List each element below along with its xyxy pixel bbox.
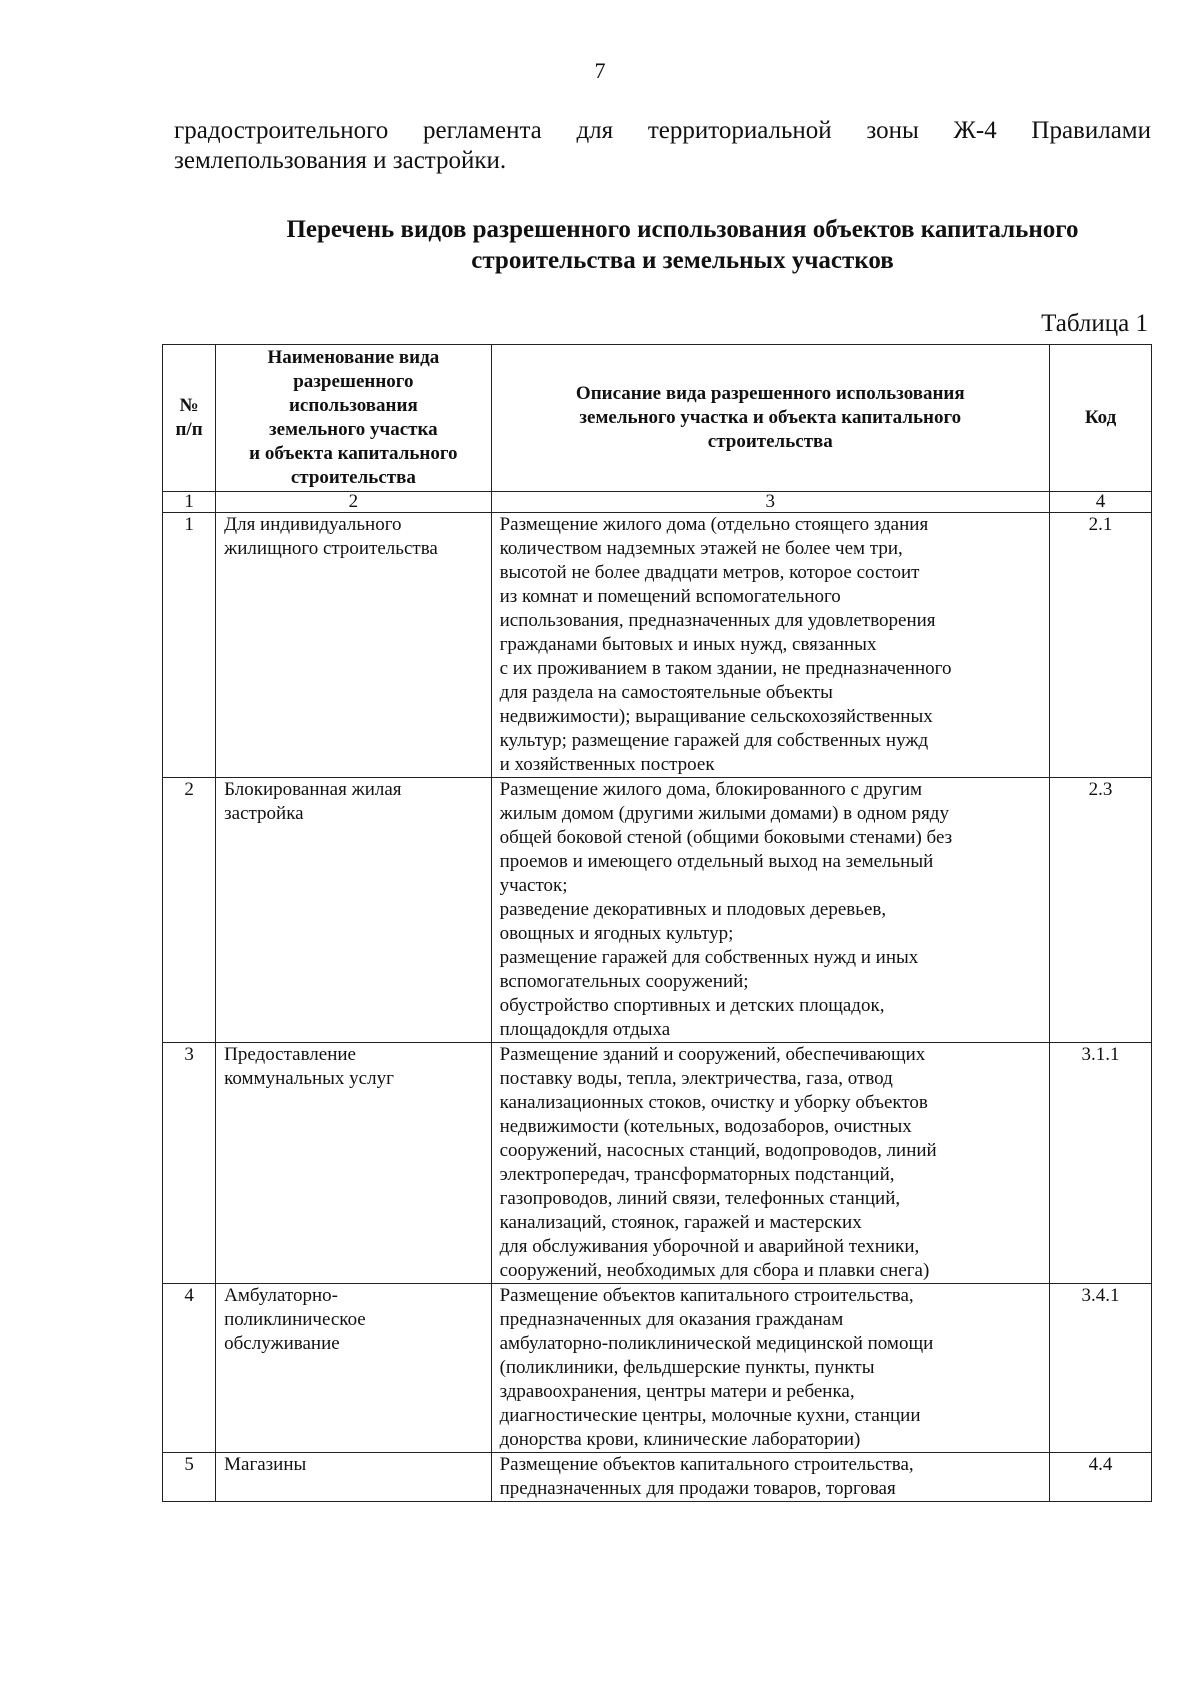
row-number: 2 [163,778,216,1043]
header-name [216,345,491,492]
table-header-row [163,345,1152,492]
description-line: здравоохранения, центры матери и ребенка, [499,1381,855,1402]
description-line: и хозяйственных построек [499,754,715,775]
description-line: Размещение объектов капитального строительства, [499,1285,914,1306]
use-description [491,1043,1049,1284]
description-line: обустройство спортивных и детских площадок, [499,995,885,1016]
table-row [163,513,1152,778]
description-line: из комнат и помещений вспомогательного [499,586,841,607]
header-line: разрешенного [293,371,414,392]
column-index: 4 [1050,492,1152,513]
use-name-line: Для индивидуального [224,514,402,535]
use-description [491,778,1049,1043]
table-row [163,778,1152,1043]
heading-line: Перечень видов разрешенного использования объектов капитального [286,216,1079,243]
use-code: 2.3 [1050,778,1152,1043]
header-line: № [179,395,199,416]
use-code: 3.1.1 [1050,1043,1152,1284]
table-row [163,1453,1152,1502]
use-description [491,1284,1049,1453]
column-index: 3 [491,492,1049,513]
description-line: высотой не более двадцати метров, которое состоит [499,562,920,583]
description-line: недвижимости); выращивание сельскохозяйственных [499,706,933,727]
row-number: 5 [163,1453,216,1502]
description-line: донорства крови, клинические лаборатории) [499,1429,861,1450]
description-line: сооружений, насосных станций, водопроводов, линий [499,1140,937,1161]
header-line: строительства [707,431,833,452]
use-name-line: Амбулаторно- [224,1285,338,1306]
header-line: Описание вида разрешенного использования [575,383,965,404]
header-line: Код [1084,407,1117,428]
description-line: Размещение жилого дома, блокированного с другим [499,779,923,800]
row-number: 4 [163,1284,216,1453]
header-line: земельного участка и объекта капитального [579,407,962,428]
header-line: строительства [290,467,416,488]
use-name-line: поликлиническое [224,1309,366,1330]
use-name [216,1284,491,1453]
description-line: овощных и ягодных культур; [499,923,734,944]
use-name [216,778,491,1043]
row-number: 1 [163,513,216,778]
column-index-row [163,492,1152,513]
section-heading [174,214,1151,276]
description-line: для обслуживания уборочной и аварийной техники, [499,1236,920,1257]
description-line: проемов и имеющего отдельный выход на земельный [499,851,934,872]
description-line: газопроводов, линий связи, телефонных станций, [499,1188,901,1209]
description-line: жилым домом (другими жилыми домами) в одном ряду [499,803,949,824]
table-caption: Таблица 1 [1041,310,1148,337]
use-name [216,1453,491,1502]
description-line: канализаций, стоянок, гаражей и мастерских [499,1212,862,1233]
description-line: площадокдля отдыха [499,1019,671,1040]
header-line: п/п [175,419,203,440]
use-name-line: обслуживание [224,1333,340,1354]
description-line: поставку воды, тепла, электричества, газа, отвод [499,1068,893,1089]
use-name-line: Предоставление [224,1044,356,1065]
use-name [216,513,491,778]
description-line: Размещение зданий и сооружений, обеспечивающих [499,1044,926,1065]
description-line: вспомогательных сооружений; [499,971,749,992]
description-line: (поликлиники, фельдшерские пункты, пункты [499,1357,875,1378]
table-row [163,1043,1152,1284]
header-line: и объекта капитального [249,443,458,464]
description-line: амбулаторно-поликлинической медицинской помощи [499,1333,934,1354]
table-body [163,513,1152,1502]
use-code: 4.4 [1050,1453,1152,1502]
description-line: использования, предназначенных для удовлетворения [499,610,936,631]
description-line: сооружений, необходимых для сбора и плавки снега) [499,1260,930,1281]
description-line: для раздела на самостоятельные объекты [499,682,833,703]
description-line: недвижимости (котельных, водозаборов, очистных [499,1116,912,1137]
header-line: Наименование вида [267,347,440,368]
header-num [163,345,216,492]
intro-paragraph: градостроительного регламента для территориальной зоны Ж-4 Правилами землепользования и застройки. [174,117,1151,174]
permitted-use-table [162,344,1152,1502]
use-name-line: жилищного строительства [224,538,438,559]
header-desc [491,345,1049,492]
description-line: разведение декоративных и плодовых деревьев, [499,899,887,920]
use-name-line: коммунальных услуг [224,1068,394,1089]
use-code: 2.1 [1050,513,1152,778]
use-name [216,1043,491,1284]
description-line: Размещение объектов капитального строительства, [499,1454,914,1475]
description-line: с их проживанием в таком здании, не предназначенного [499,658,952,679]
header-line: земельного участка [269,419,438,440]
description-line: количеством надземных этажей не более чем три, [499,538,903,559]
header-code [1050,345,1152,492]
column-index: 1 [163,492,216,513]
description-line: культур; размещение гаражей для собственных нужд [499,730,929,751]
page-number: 7 [594,58,606,83]
table-row [163,1284,1152,1453]
use-code: 3.4.1 [1050,1284,1152,1453]
row-number: 3 [163,1043,216,1284]
description-line: участок; [499,875,568,896]
description-line: гражданами бытовых и иных нужд, связанных [499,634,877,655]
description-line: размещение гаражей для собственных нужд и иных [499,947,919,968]
use-name-line: Магазины [224,1454,307,1475]
header-line: использования [288,395,418,416]
use-description [491,1453,1049,1502]
heading-line: строительства и земельных участков [471,247,894,274]
description-line: общей боковой стеной (общими боковыми стенами) без [499,827,953,848]
description-line: предназначенных для оказания гражданам [499,1309,844,1330]
use-description [491,513,1049,778]
use-name-line: Блокированная жилая [224,779,402,800]
description-line: электропередач, трансформаторных подстанций, [499,1164,895,1185]
use-name-line: застройка [224,803,304,824]
description-line: канализационных стоков, очистку и уборку объектов [499,1092,928,1113]
column-index: 2 [216,492,491,513]
description-line: диагностические центры, молочные кухни, станции [499,1405,921,1426]
description-line: Размещение жилого дома (отдельно стоящего здания [499,514,929,535]
description-line: предназначенных для продажи товаров, торговая [499,1478,896,1499]
